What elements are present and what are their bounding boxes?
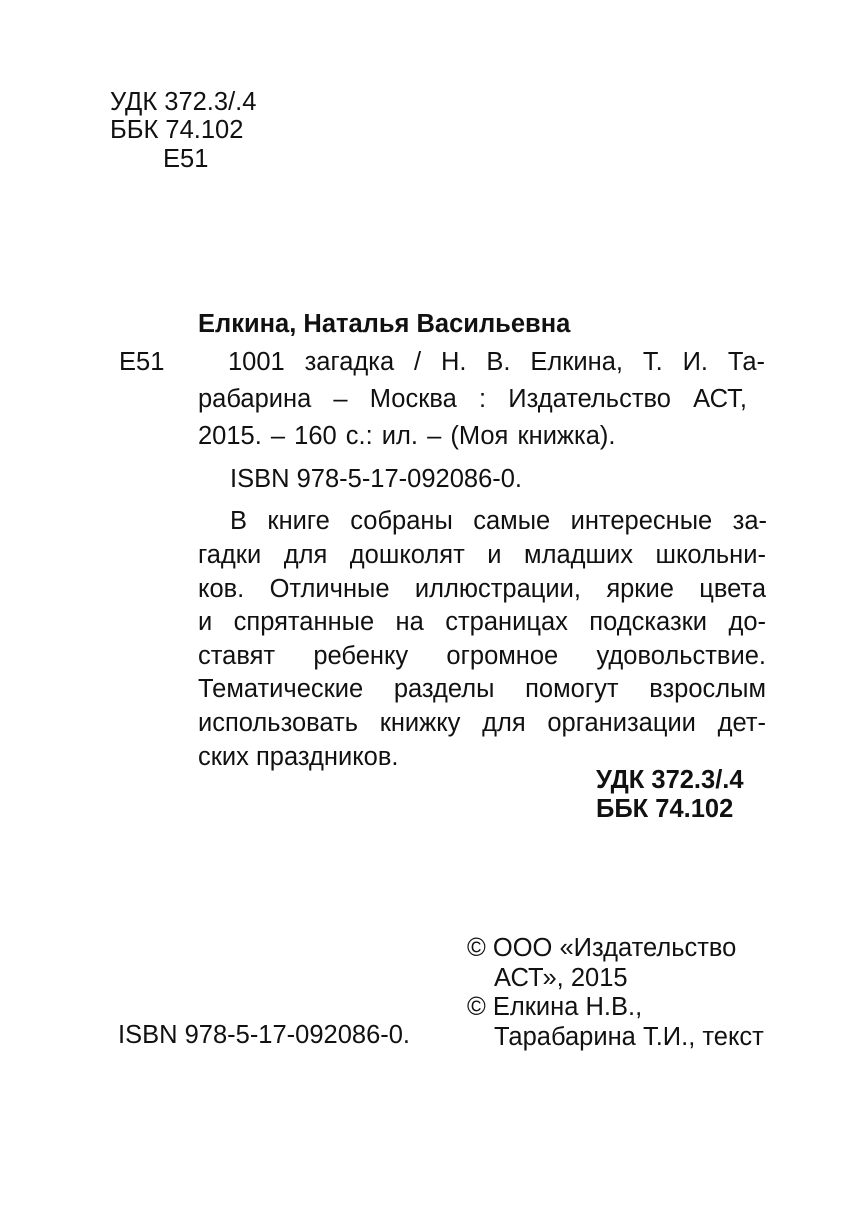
isbn-footer: ISBN 978-5-17-092086-0. [118,1021,411,1049]
author-heading: Елкина, Наталья Васильевна [198,310,571,338]
bibliographic-line-2: рабарина – Москва : Издательство АСТ, [198,385,747,413]
author-mark-top: Е51 [163,145,209,173]
author-mark-entry: Е51 [119,348,165,376]
copyright-line-4: Тарабарина Т.И., текст [494,1023,764,1051]
bbk-code-top: ББК 74.102 [110,116,244,144]
bibliographic-line-1: 1001 загадка / Н. В. Елкина, Т. И. Та- [228,348,765,376]
copyright-line-3: © Елкина Н.В., [467,993,643,1021]
annotation-line-8: ских праздников. [198,743,399,771]
udk-code-top: УДК 372.3/.4 [110,88,257,116]
annotation-line-2: гадки для дошколят и младших школьни- [198,541,766,569]
annotation-line-5: ставят ребенку огромное удовольствие. [198,642,766,670]
isbn-entry: ISBN 978-5-17-092086-0. [230,465,523,493]
annotation-line-1: В книге собраны самые интересные за- [230,507,767,535]
annotation-line-6: Тематические разделы помогут взрослым [198,675,766,703]
bbk-code-bottom: ББК 74.102 [596,795,734,823]
annotation-line-7: использовать книжку для организации дет- [198,709,766,737]
annotation-line-4: и спрятанные на страницах подсказки до- [198,608,766,636]
udk-code-bottom: УДК 372.3/.4 [596,766,744,794]
annotation-line-3: ков. Отличные иллюстрации, яркие цвета [198,575,766,603]
copyright-line-1: © ООО «Издательство [467,934,737,962]
copyright-line-2: АСТ», 2015 [494,964,628,992]
bibliographic-line-3: 2015. – 160 с.: ил. – (Моя книжка). [198,422,616,450]
